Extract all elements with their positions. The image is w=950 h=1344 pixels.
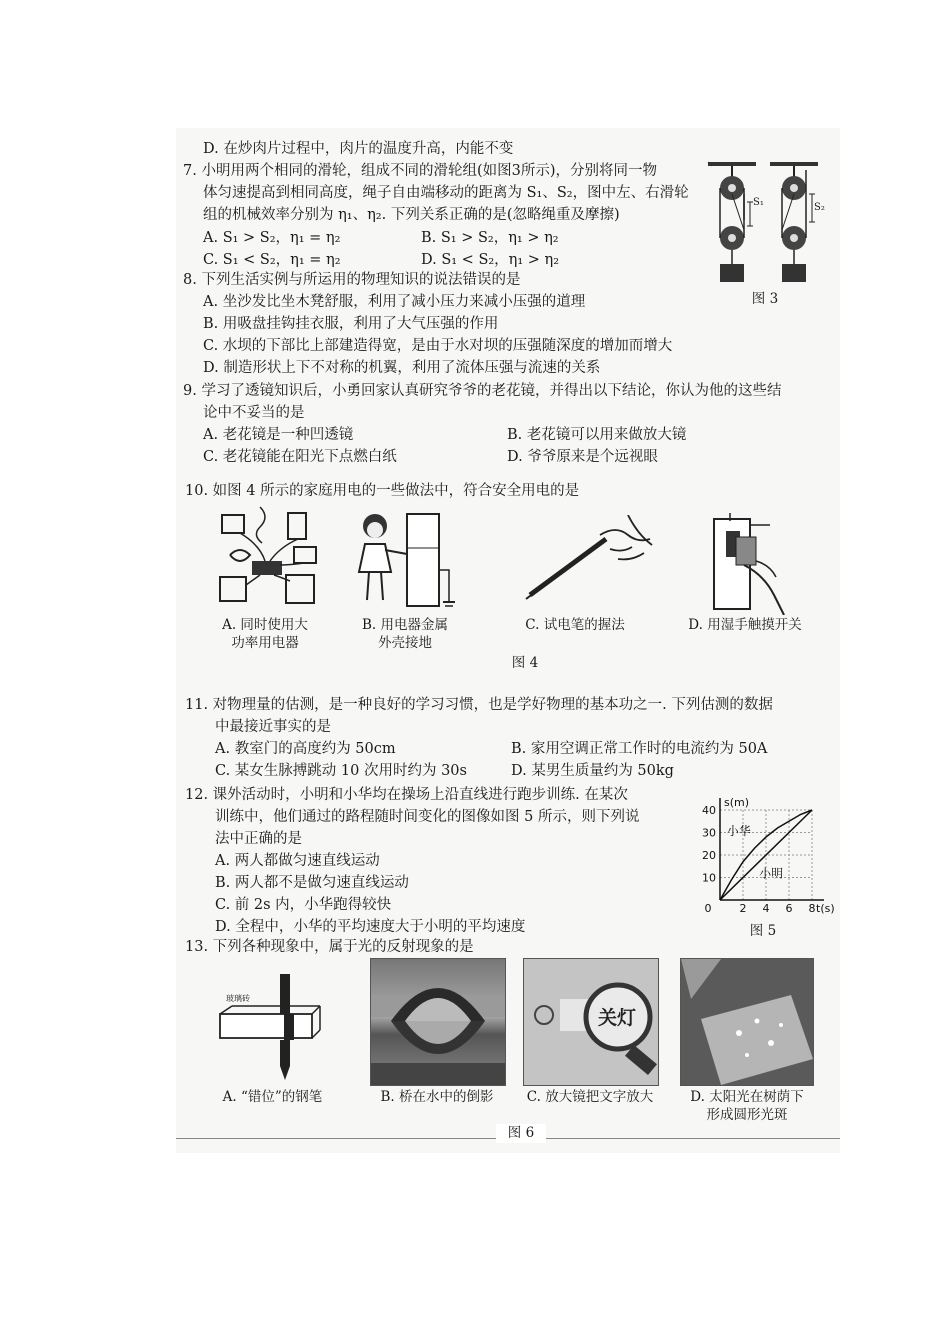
light-spot-photo — [680, 958, 814, 1086]
q12-stem-line1: 12. 课外活动时，小明和小华均在操场上沿直线进行跑步训练. 在某次 — [185, 787, 628, 803]
q9-option-d: D. 爷爷原来是个远视眼 — [507, 449, 658, 465]
pulley-figure — [700, 160, 830, 290]
q12-stem-line3: 法中正确的是 — [215, 831, 302, 847]
q8-option-d: D. 制造形状上下不对称的机翼，利用了流体压强与流速的关系 — [203, 360, 601, 376]
fig4-label-b-line1: B. 用电器金属 — [361, 617, 448, 633]
magnified-sign-text: 关灯 — [598, 1007, 637, 1029]
q12-option-d: D. 全程中，小华的平均速度大于小明的平均速度 — [215, 919, 526, 935]
figure-6-caption: 图 6 — [496, 1124, 546, 1143]
x-axis-label: t(s) — [816, 902, 835, 915]
glass-brick-label: 玻璃砖 — [226, 994, 250, 1003]
y-tick-label: 20 — [702, 849, 716, 862]
q11-stem-line1: 11. 对物理量的估测，是一种良好的学习习惯，也是学好物理的基本功之一. 下列估测的数据 — [185, 697, 773, 713]
q8-option-c: C. 水坝的下部比上部建造得宽，是由于水对坝的压强随深度的增加而增大 — [203, 338, 673, 354]
q12-option-a: A. 两人都做匀速直线运动 — [215, 853, 380, 869]
fig6-label-c: C. 放大镜把文字放大 — [526, 1089, 654, 1105]
y-tick-label: 30 — [702, 826, 716, 840]
x-tick-label: 0 — [704, 902, 712, 915]
test-pen-illustration — [520, 515, 660, 610]
series-label-xiaoming: 小明 — [759, 866, 784, 881]
fig4-label-c: C. 试电笔的握法 — [525, 617, 625, 633]
y-axis-label: s(m) — [724, 796, 750, 809]
q9-option-c: C. 老花镜能在阳光下点燃白纸 — [203, 449, 397, 465]
magnifier-photo — [523, 958, 659, 1086]
y-tick-label: 40 — [702, 804, 716, 817]
q7-option-c: C. S₁ < S₂，η₁ = η₂ — [203, 252, 341, 268]
q12-option-b: B. 两人都不是做匀速直线运动 — [215, 875, 409, 891]
q9-option-a: A. 老花镜是一种凹透镜 — [203, 427, 354, 443]
q9-stem-line1: 9. 学习了透镜知识后，小勇回家认真研究爷爷的老花镜，并得出以下结论，你认为他的这些结 — [183, 383, 782, 399]
figure-5-caption: 图 5 — [749, 923, 777, 939]
q8-stem: 8. 下列生活实例与所运用的物理知识的说法错误的是 — [183, 272, 521, 288]
pulley-label-s1: S₁ — [753, 197, 764, 208]
x-tick-label: 8 — [808, 902, 816, 915]
q8-option-a: A. 坐沙发比坐木凳舒服，利用了减小压力来减小压强的道理 — [203, 294, 586, 310]
q11-option-d: D. 某男生质量约为 50kg — [511, 763, 674, 779]
q12-stem-line2: 训练中，他们通过的路程随时间变化的图像如图 5 所示，则下列说 — [215, 809, 640, 825]
q7-option-b: B. S₁ > S₂，η₁ > η₂ — [421, 230, 559, 246]
st-graph — [692, 786, 842, 920]
x-tick-label: 6 — [785, 902, 793, 915]
fig6-label-a: A. “错位”的钢笔 — [222, 1089, 323, 1105]
x-tick-label: 4 — [762, 902, 770, 915]
figure-4-caption: 图 4 — [511, 655, 539, 671]
q13-stem: 13. 下列各种现象中，属于光的反射现象的是 — [185, 939, 474, 955]
q7-stem-line3: 组的机械效率分别为 η₁、η₂. 下列关系正确的是(忽略绳重及摩擦) — [203, 207, 620, 223]
fig6-label-b: B. 桥在水中的倒影 — [380, 1089, 494, 1105]
wet-hand-switch-illustration — [700, 505, 800, 615]
chart-ticks — [702, 804, 816, 915]
pulley-label-s2: S₂ — [814, 202, 825, 213]
q6-option-d: D. 在炒肉片过程中，肉片的温度升高，内能不变 — [203, 141, 514, 157]
q9-stem-line2: 论中不妥当的是 — [203, 405, 305, 421]
q7-option-d: D. S₁ < S₂，η₁ > η₂ — [421, 252, 560, 268]
q11-stem-line2: 中最接近事实的是 — [215, 719, 331, 735]
q7-option-a: A. S₁ > S₂，η₁ = η₂ — [203, 230, 341, 246]
fig6-label-d-line1: D. 太阳光在树荫下 — [690, 1089, 804, 1105]
figure-3-caption: 图 3 — [751, 291, 779, 307]
q7-stem-line2: 体匀速提高到相同高度，绳子自由端移动的距离为 S₁、S₂，图中左、右滑轮 — [203, 185, 689, 201]
fig6-label-d-line2: 形成圆形光斑 — [706, 1107, 788, 1123]
y-tick-label: 10 — [702, 871, 716, 885]
fig4-label-b-line2: 外壳接地 — [378, 635, 432, 651]
q11-option-b: B. 家用空调正常工作时的电流约为 50A — [511, 741, 768, 757]
q12-option-c: C. 前 2s 内，小华跑得较快 — [215, 897, 392, 913]
q11-option-c: C. 某女生脉搏跳动 10 次用时约为 30s — [215, 763, 467, 779]
fig4-label-a-line2: 功率用电器 — [231, 635, 299, 651]
q7-stem-line1: 7. 小明用两个相同的滑轮，组成不同的滑轮组(如图3所示)，分别将同一物 — [183, 163, 657, 179]
q11-option-a: A. 教室门的高度约为 50cm — [215, 741, 396, 757]
q10-stem: 10. 如图 4 所示的家庭用电的一些做法中，符合安全用电的是 — [185, 483, 580, 499]
q9-option-b: B. 老花镜可以用来做放大镜 — [507, 427, 687, 443]
series-label-xiaohua: 小华 — [726, 823, 751, 838]
glass-pen-illustration — [210, 972, 322, 1082]
bridge-reflection-photo — [370, 958, 506, 1086]
q8-option-b: B. 用吸盘挂钩挂衣服，利用了大气压强的作用 — [203, 316, 499, 332]
grounded-appliance-illustration — [345, 510, 465, 615]
fig4-label-d: D. 用湿手触摸开关 — [688, 617, 802, 633]
x-tick-label: 2 — [739, 902, 747, 915]
fig4-label-a-line1: A. 同时使用大 — [222, 617, 308, 633]
appliances-illustration — [210, 505, 330, 615]
